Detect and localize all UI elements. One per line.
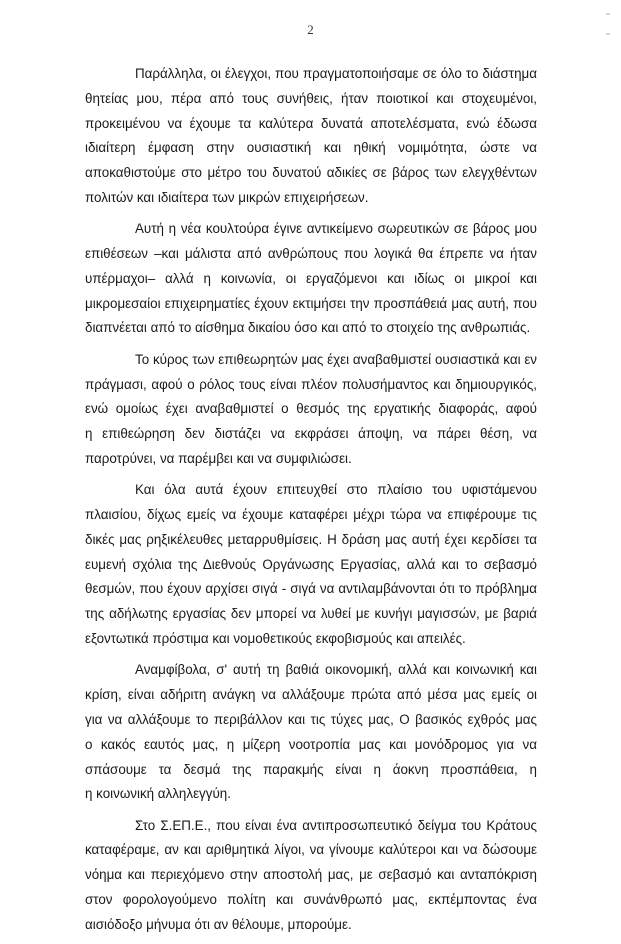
text-line: της αδήλωτης εργασίας δεν μπορεί να λυθεί με κυνήγι μαγισσών, με βαριά: [85, 606, 537, 622]
text-line: καταφέραμε, αν και αριθμητικά λίγοι, να γίνουμε καλύτεροι και να δώσουμε: [85, 842, 537, 858]
text-line: κρίση, είναι αδήριτη ανάγκη να αλλάξουμε πρώτα από μέσα μας εμείς οι: [85, 687, 537, 703]
text-line: Το κύρος των επιθεωρητών μας έχει αναβαθμιστεί ουσιαστικά και εν: [135, 351, 537, 367]
text-line: παροτρύνει, να παρέμβει και να συμφιλιώσει.: [85, 450, 352, 466]
text-line: θεσμών, που έχουν αρχίσει σιγά - σιγά να αντιλαμβάνονται ότι το πρόβλημα: [85, 581, 537, 597]
text-line: για να αλλάξουμε το περιβάλλον και τις τύχες μας, Ο βασικός εχθρός μας: [85, 711, 537, 727]
paragraph: [85, 814, 537, 938]
text-line: Αναμφίβολα, σ' αυτή τη βαθιά οικονομική, αλλά και κοινωνική και: [135, 662, 537, 678]
text-line: ενώ ομοίως έχει αναβαθμιστεί ο θεσμός της εργατικής διαφοράς, αφού: [85, 401, 537, 417]
text-line: εξοντωτικά πρόστιμα και νομοθετικούς εκφοβισμούς και απειλές.: [85, 631, 466, 647]
text-line: υπέρμαχοι– αλλά η κοινωνία, οι εργαζόμενοι και ιδίως οι μικροί και: [85, 270, 537, 286]
text-line: πολιτών και ιδιαίτερα των μικρών επιχειρήσεων.: [85, 189, 369, 205]
scan-edge-mark: [606, 13, 610, 15]
text-line: πράγμασι, αφού ο ρόλος τους είναι πλέον πολυσήμαντος και δημιουργικός,: [85, 376, 537, 392]
text-line: ευμενή σχόλια της Διεθνούς Οργάνωσης Εργασίας, αλλά και το σεβασμό: [85, 556, 537, 572]
text-line: σπάσουμε τα δεσμά της παρακμής είναι η άοκνη προσπάθεια, η: [85, 761, 537, 777]
text-line: Στο Σ.ΕΠ.Ε., που είναι ένα αντιπροσωπευτικό δείγμα του Κράτους: [135, 817, 537, 833]
paragraph: [85, 658, 537, 807]
scan-edge-mark: [606, 33, 610, 35]
text-line: προκειμένου να έχουμε τα καλύτερα δυνατά αποτελέσματα, ενώ έδωσα: [85, 115, 537, 131]
text-line: η κοινωνική αλληλεγγύη.: [85, 786, 231, 802]
text-line: νόημα και περιεχόμενο στην αποστολή μας, με σεβασμό και ανταπόκριση: [85, 867, 537, 883]
text-line: αισιόδοξο μήνυμα ότι αν θέλουμε, μπορούμε.: [85, 916, 352, 932]
text-line: μικρομεσαίοι επιχειρηματίες έχουν εκτιμήσει την προσπάθειά μας αυτή, που: [85, 295, 537, 311]
text-line: Και όλα αυτά έχουν επιτευχθεί στο πλαίσιο του υφιστάμενου: [135, 482, 537, 498]
text-line: Αυτή η νέα κουλτούρα έγινε αντικείμενο σωρευτικών σε βάρος μου: [135, 221, 537, 237]
text-line: θητείας μου, πέρα από τους συνήθεις, ήταν ποιοτικοί και στοχευμένοι,: [85, 90, 537, 106]
text-line: ο κακός εαυτός μας, η μίζερη νοοτροπία μας και μονόδρομος για να: [85, 736, 537, 752]
text-line: πλαισίου, δίχως εμείς να έχουμε καταφέρει μέχρι τώρα να επιφέρουμε τις: [85, 507, 537, 523]
text-line: η επιθεώρηση δεν διστάζει να εκφράσει άποψη, να πάρει θέση, να: [85, 426, 537, 442]
paragraph: [85, 478, 537, 652]
text-line: αποκαθιστούμε στο μέτρο του δυνατού αδικίες σε βάρος των ελεγχθέντων: [85, 165, 537, 181]
text-line: διαπνέεται από το αίσθημα δικαίου όσο και από το στοιχείο της ανθρωπιάς.: [85, 320, 531, 336]
text-line: ιδιαίτερη έμφαση στην ουσιαστική και ηθική νομιμότητα, ώστε να: [85, 140, 537, 156]
document-body: [85, 62, 537, 944]
paragraph: [85, 217, 537, 341]
text-line: στον φορολογούμενο πολίτη και συνάνθρωπό μας, εκπέμποντας ένα: [85, 892, 537, 907]
page-number: 2: [307, 22, 314, 37]
text-line: Παράλληλα, οι έλεγχοι, που πραγματοποιήσαμε σε όλο το διάστημα: [135, 66, 537, 81]
paragraph: [85, 62, 537, 211]
text-line: επιθέσεων –και μάλιστα από ανθρώπους που λογικά θα έπρεπε να ήταν: [85, 246, 537, 262]
paragraph: [85, 348, 537, 472]
text-line: δικές μας ρηξικέλευθες μεταρρυθμίσεις. Η δράση μας αυτή έχει κερδίσει τα: [85, 531, 537, 547]
